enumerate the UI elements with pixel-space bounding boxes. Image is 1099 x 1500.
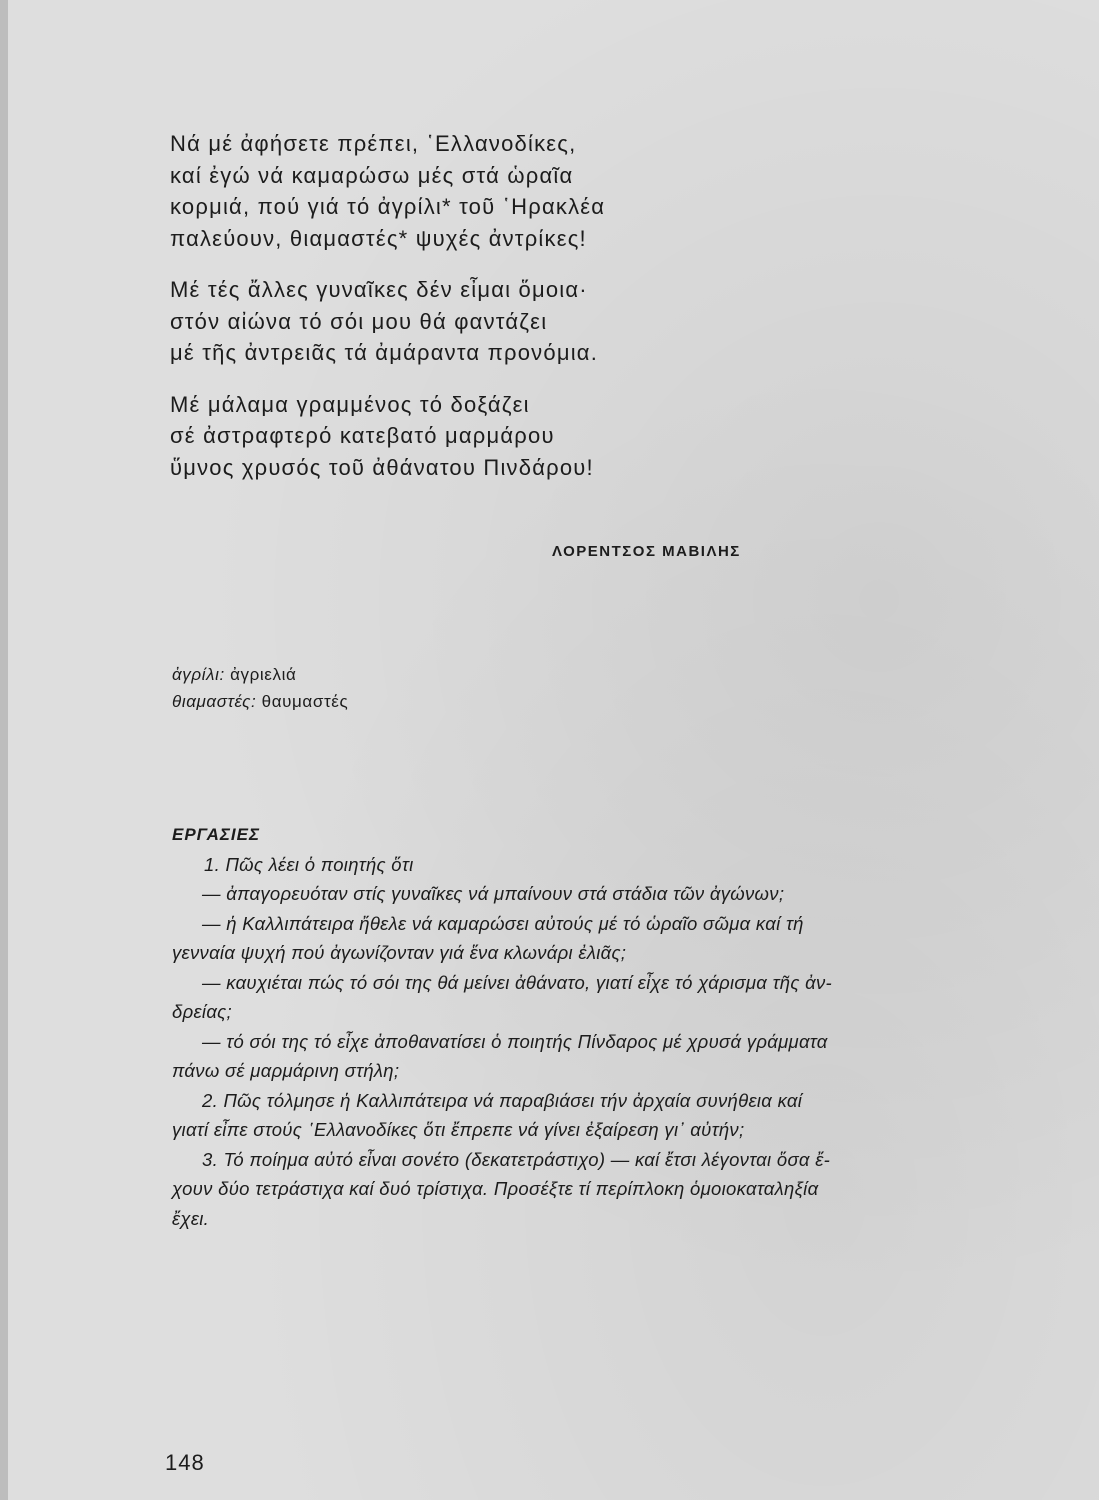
poem-line: κορμιά, πού γιά τό ἀγρίλι* τοῦ ῾Ηρακλέα bbox=[170, 194, 606, 219]
poem bbox=[170, 128, 870, 503]
exercises-section bbox=[172, 820, 1014, 1233]
exercise-line: 2. Πῶς τόλμησε ἡ Καλλιπάτειρα νά παραβιάσει τήν ἀρχαία συνήθεια καί bbox=[202, 1089, 803, 1111]
glossary-entry bbox=[172, 688, 348, 715]
poem-author: ΛΟΡΕΝΤΣΟΣ ΜΑΒΙΛΗΣ bbox=[552, 543, 741, 560]
exercises-title: ΕΡΓΑΣΙΕΣ bbox=[172, 825, 260, 844]
exercise-line: χουν δύο τετράστιχα καί δυό τρίστιχα. Προσέξτε τί περίπλοκη ὁμοιοκαταληξία bbox=[172, 1178, 819, 1199]
poem-line: Μέ τές ἄλλες γυναῖκες δέν εἶμαι ὅμοια· bbox=[170, 277, 588, 302]
exercise-line: ἔχει. bbox=[172, 1207, 210, 1229]
exercise-line: πάνω σέ μαρμάρινη στήλη; bbox=[172, 1060, 400, 1081]
exercise-line: 1. Πῶς λέει ὁ ποιητής ὅτι bbox=[204, 853, 414, 875]
exercise-line: 3. Τό ποίημα αὐτό εἶναι σονέτο (δεκατετράστιχο) — καί ἔτσι λέγονται ὅσα ἔ- bbox=[202, 1148, 831, 1170]
poem-line: Μέ μάλαμα γραμμένος τό δοξάζει bbox=[170, 391, 530, 417]
glossary-definition: θαυμαστές bbox=[261, 692, 349, 711]
poem-line: μέ τῆς ἀντρειᾶς τά ἀμάραντα προνόμια. bbox=[170, 340, 599, 365]
exercise-line: — καυχιέται πώς τό σόι της θά μείνει ἀθάνατο, γιατί εἶχε τό χάρισμα τῆς ἀν- bbox=[202, 971, 832, 993]
glossary-entry bbox=[172, 661, 348, 688]
page-spine-shadow bbox=[0, 0, 8, 1500]
poem-line: σέ ἀστραφτερό κατεβατό μαρμάρου bbox=[170, 423, 555, 448]
exercise-line: γενναία ψυχή πού ἀγωνίζονταν γιά ἕνα κλωνάρι ἐλιᾶς; bbox=[172, 942, 627, 963]
poem-stanza-2 bbox=[170, 274, 870, 369]
glossary-term: θιαμαστές: bbox=[172, 692, 257, 711]
exercise-line: — ἡ Καλλιπάτειρα ἤθελε νά καμαρώσει αὐτούς μέ τό ὡραῖο σῶμα καί τή bbox=[202, 912, 804, 934]
glossary bbox=[172, 661, 348, 715]
exercise-line: δρείας; bbox=[172, 1001, 232, 1022]
exercise-line: — ἀπαγορευόταν στίς γυναῖκες νά μπαίνουν στά στάδια τῶν ἀγώνων; bbox=[202, 883, 785, 904]
glossary-definition: ἀγριελιά bbox=[230, 665, 297, 684]
exercise-line: — τό σόι της τό εἶχε ἀποθανατίσει ὁ ποιητής Πίνδαρος μέ χρυσά γράμματα bbox=[202, 1030, 828, 1052]
poem-line: καί ἐγώ νά καμαρώσω μές στά ὡραῖα bbox=[170, 162, 574, 188]
poem-line: στόν αἰώνα τό σόι μου θά φαντάζει bbox=[170, 308, 548, 334]
poem-line: ὕμνος χρυσός τοῦ ἀθάνατου Πινδάρου! bbox=[170, 454, 594, 480]
exercise-line: γιατί εἶπε στούς ῾Ελλανοδίκες ὅτι ἔπρεπε νά γίνει ἐξαίρεση γι᾿ αὐτήν; bbox=[172, 1119, 745, 1140]
page-number: 148 bbox=[165, 1450, 205, 1475]
poem-line: παλεύουν, θιαμαστές* ψυχές ἀντρίκες! bbox=[170, 225, 587, 251]
poem-stanza-1 bbox=[170, 128, 870, 254]
poem-line: Νά μέ ἀφήσετε πρέπει, ῾Ελλανοδίκες, bbox=[170, 131, 577, 156]
glossary-term: ἀγρίλι: bbox=[172, 665, 225, 684]
poem-stanza-3 bbox=[170, 389, 870, 484]
